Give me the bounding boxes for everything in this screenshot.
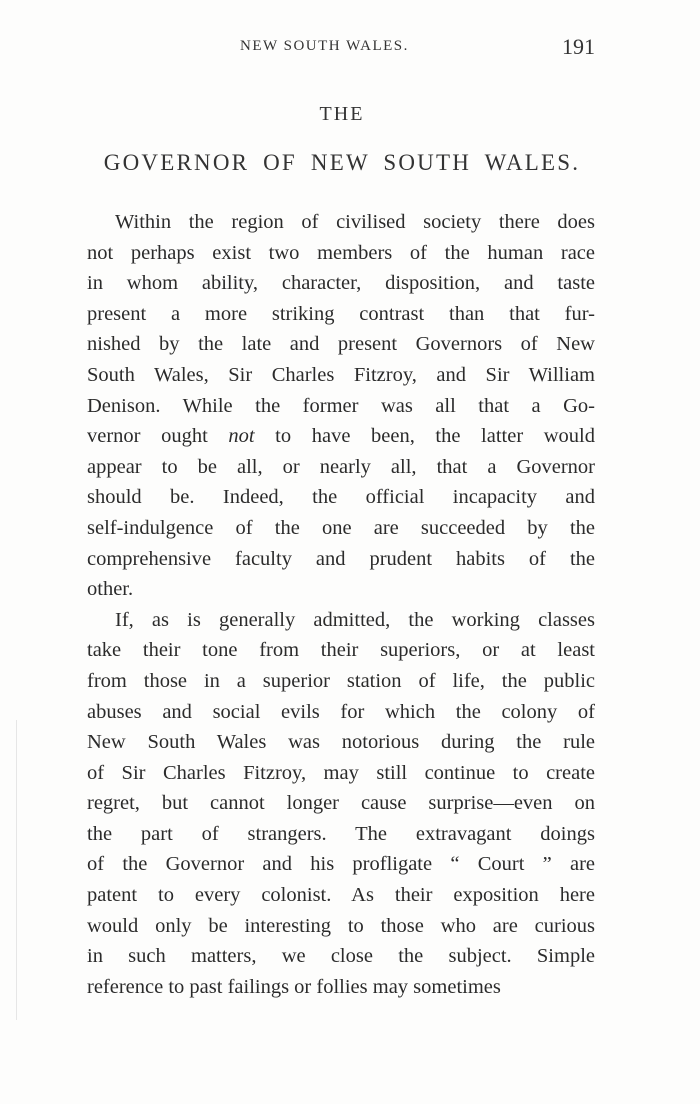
text-line: New South Wales was notorious during the rule bbox=[87, 731, 595, 754]
text-line: Within the region of civilised society there does bbox=[115, 211, 595, 233]
text-line: regret, but cannot longer cause surprise—even on bbox=[87, 792, 595, 815]
text-line: If, as is generally admitted, the working classes bbox=[115, 608, 595, 631]
paragraph bbox=[87, 605, 595, 1003]
chapter-pre-title: THE bbox=[319, 103, 365, 125]
text-line: appear to be all, or nearly all, that a Governor bbox=[87, 455, 595, 478]
chapter-title: GOVERNOR OF NEW SOUTH WALES. bbox=[103, 150, 581, 175]
text-line: abuses and social evils for which the colony of bbox=[87, 700, 595, 723]
text-line: of Sir Charles Fitzroy, may still continue to create bbox=[87, 761, 595, 784]
text-line: Denison. While the former was all that a Go- bbox=[87, 394, 595, 417]
text-line: South Wales, Sir Charles Fitzroy, and Sir William bbox=[87, 363, 595, 386]
text-line: other. bbox=[87, 578, 134, 601]
text-line: patent to every colonist. As their exposition here bbox=[87, 884, 595, 907]
text-line: present a more striking contrast than that fur- bbox=[87, 302, 595, 325]
running-header bbox=[0, 34, 700, 64]
text-line: in whom ability, character, disposition, and taste bbox=[87, 272, 595, 295]
text-line: should be. Indeed, the official incapacity and bbox=[87, 486, 595, 509]
text-line: self-indulgence of the one are succeeded by the bbox=[87, 516, 595, 539]
text-line: take their tone from their superiors, or at least bbox=[87, 639, 595, 662]
text-line: not perhaps exist two members of the human race bbox=[87, 241, 595, 264]
text-line: of the Governor and his profligate “ Court ” are bbox=[87, 853, 595, 876]
emphasis: not bbox=[228, 425, 255, 448]
text-line: would only be interesting to those who are curious bbox=[87, 914, 595, 937]
text-line: from those in a superior station of life, the public bbox=[87, 669, 595, 692]
text-line: nished by the late and present Governors of New bbox=[87, 333, 595, 356]
paragraph bbox=[87, 207, 595, 605]
body-text bbox=[87, 207, 595, 1002]
running-title: NEW SOUTH WALES. bbox=[240, 38, 409, 54]
text-line: reference to past failings or follies may sometimes bbox=[87, 975, 501, 998]
text-line: the part of strangers. The extravagant doings bbox=[87, 822, 595, 845]
text-line: in such matters, we close the subject. Simple bbox=[87, 945, 595, 968]
page-edge-shadow bbox=[16, 720, 17, 1020]
page-number: 191 bbox=[562, 34, 595, 59]
text-line: comprehensive faculty and prudent habits of the bbox=[87, 547, 595, 570]
text-line: vernor ought not to have been, the latter would bbox=[87, 425, 596, 448]
